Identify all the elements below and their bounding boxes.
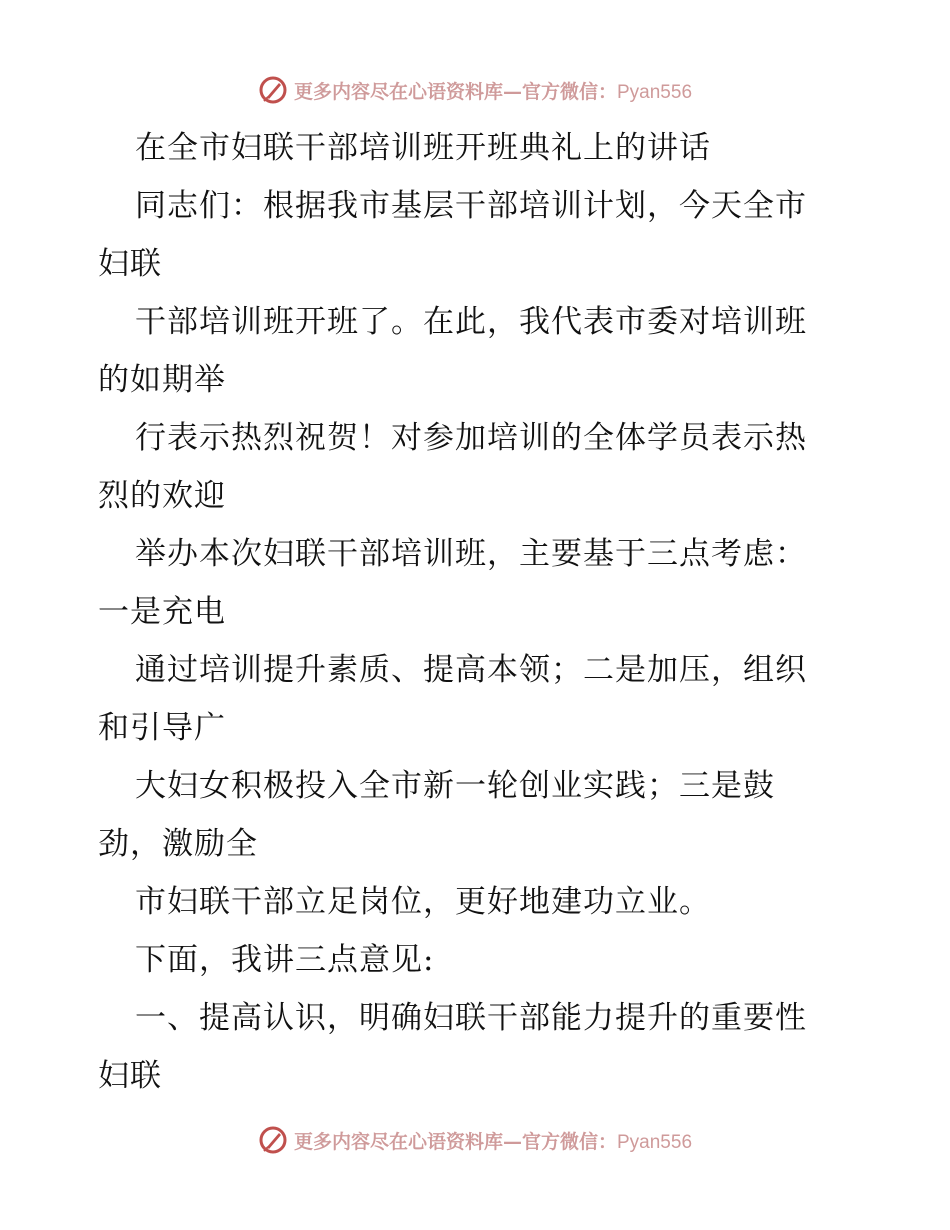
- text-line: 大妇女积极投入全市新一轮创业实践；三是鼓: [135, 768, 775, 804]
- text-line: 和引导广: [98, 710, 226, 746]
- text-line: 一是充电: [98, 594, 226, 630]
- text-line: 一、提高认识，明确妇联干部能力提升的重要性: [135, 1000, 807, 1036]
- text-line: 烈的欢迎: [98, 478, 226, 514]
- header-watermark: [0, 70, 950, 110]
- text-line: 下面，我讲三点意见:: [135, 942, 435, 978]
- text-line: 的如期举: [98, 362, 226, 398]
- watermark-text: 更多内容尽在心语资料库—官方微信：Pyan556: [293, 80, 693, 103]
- text-line: 妇联: [98, 246, 162, 282]
- text-line: 劲，激励全: [98, 826, 258, 862]
- text-line: 干部培训班开班了。在此，我代表市委对培训班: [135, 304, 807, 340]
- watermark-text: 更多内容尽在心语资料库—官方微信：Pyan556: [293, 1130, 693, 1153]
- text-line: 妇联: [98, 1058, 162, 1094]
- text-line: 行表示热烈祝贺！对参加培训的全体学员表示热: [135, 420, 807, 456]
- text-line: 通过培训提升素质、提高本领；二是加压，组织: [135, 652, 807, 688]
- document-body: [98, 119, 858, 1105]
- footer-watermark: [0, 1120, 950, 1160]
- text-line: 市妇联干部立足岗位，更好地建功立业。: [135, 884, 711, 920]
- text-line: 举办本次妇联干部培训班，主要基于三点考虑：: [135, 536, 807, 572]
- text-line: 在全市妇联干部培训班开班典礼上的讲话: [135, 130, 711, 166]
- quill-logo-icon: [258, 75, 288, 105]
- quill-logo-icon: [258, 1125, 288, 1155]
- text-line: 同志们：根据我市基层干部培训计划，今天全市: [135, 188, 807, 224]
